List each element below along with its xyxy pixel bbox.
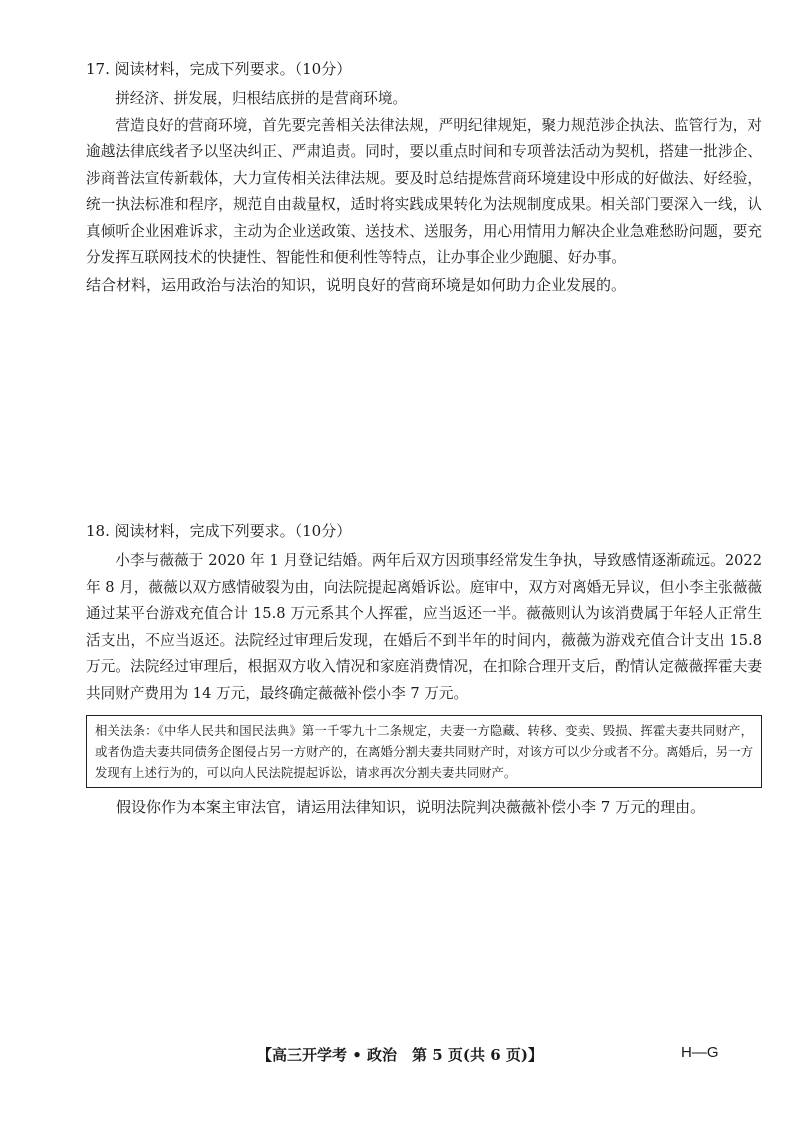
- question-17-title: 17. 阅读材料，完成下列要求。（10分）: [86, 60, 352, 78]
- question-18-task: 假设你作为本案主审法官，请运用法律知识，说明法院判决薇薇补偿小李 7 万元的理由。: [116, 798, 706, 816]
- law-excerpt-box: 相关法条：《中华人民共和国民法典》第一千零九十二条规定，夫妻一方隐藏、转移、变卖、毁损、挥霍夫妻共同财产，或者伪造夫妻共同债务企图侵占另一方财产的，在离婚分割夫妻共同财产时，对该方可以少分或者不分。离婚后，另一方发现有上述行为的，可以向人民法院提起诉讼，请求再次分割夫妻共同财产。: [86, 715, 762, 788]
- question-17-lead: 拼经济、拼发展，归根结底拼的是营商环境。: [115, 90, 408, 107]
- question-18-title: 18. 阅读材料，完成下列要求。（10分）: [86, 522, 352, 540]
- question-17-task: 结合材料，运用政治与法治的知识，说明良好的营商环境是如何助力企业发展的。: [86, 275, 627, 294]
- page-footer: 【高三开学考 • 政治 第 5 页(共 6 页)】: [257, 1046, 543, 1064]
- question-17-material: 营造良好的营商环境，首先要完善相关法律法规，严明纪律规矩，聚力规范涉企执法、监管行为，对逾越法律底线者予以坚决纠正、严肃追责。同时，要以重点时间和专项普法活动为契机，搭建一批涉企、涉商普法宣传新载体，大力宣传相关法律法规。要及时总结提炼营商环境建设中形成的好做法、好经验，统一执法标准和程序，规范自由裁量权，适时将实践成果转化为法规制度成果。相关部门要深入一线，认真倾听企业困难诉求，主动为企业送政策、送技术、送服务，用心用情用力解决企业急难愁盼问题，要充分发挥互联网技术的快捷性、智能性和便利性等特点，让办事企业少跑腿、好办事。: [86, 116, 762, 266]
- question-17: [86, 58, 762, 298]
- question-18: [86, 520, 762, 820]
- question-18-material: 小李与薇薇于 2020 年 1 月登记结婚。两年后双方因琐事经常发生争执，导致感情逐渐疏远。2022 年 8 月，薇薇以双方感情破裂为由，向法院提起离婚诉讼。庭审中，双方对离婚无异议，但小李主张薇薇通过某平台游戏充值合计 15.8 万元系其个人挥霍，应当返还一半。薇薇则认为该消费属于年轻人正常生活支出，不应当返还。法院经过审理后发现，在婚后不到半年的时间内，薇薇为游戏充值合计支出 15.8 万元。法院经过审理后，根据双方收入情况和家庭消费情况，在扣除合理开支后，酌情认定薇薇挥霍夫妻共同财产费用为 14 万元，最终确定薇薇补偿小李 7 万元。: [86, 552, 762, 702]
- paper-code: H—G: [681, 1044, 719, 1061]
